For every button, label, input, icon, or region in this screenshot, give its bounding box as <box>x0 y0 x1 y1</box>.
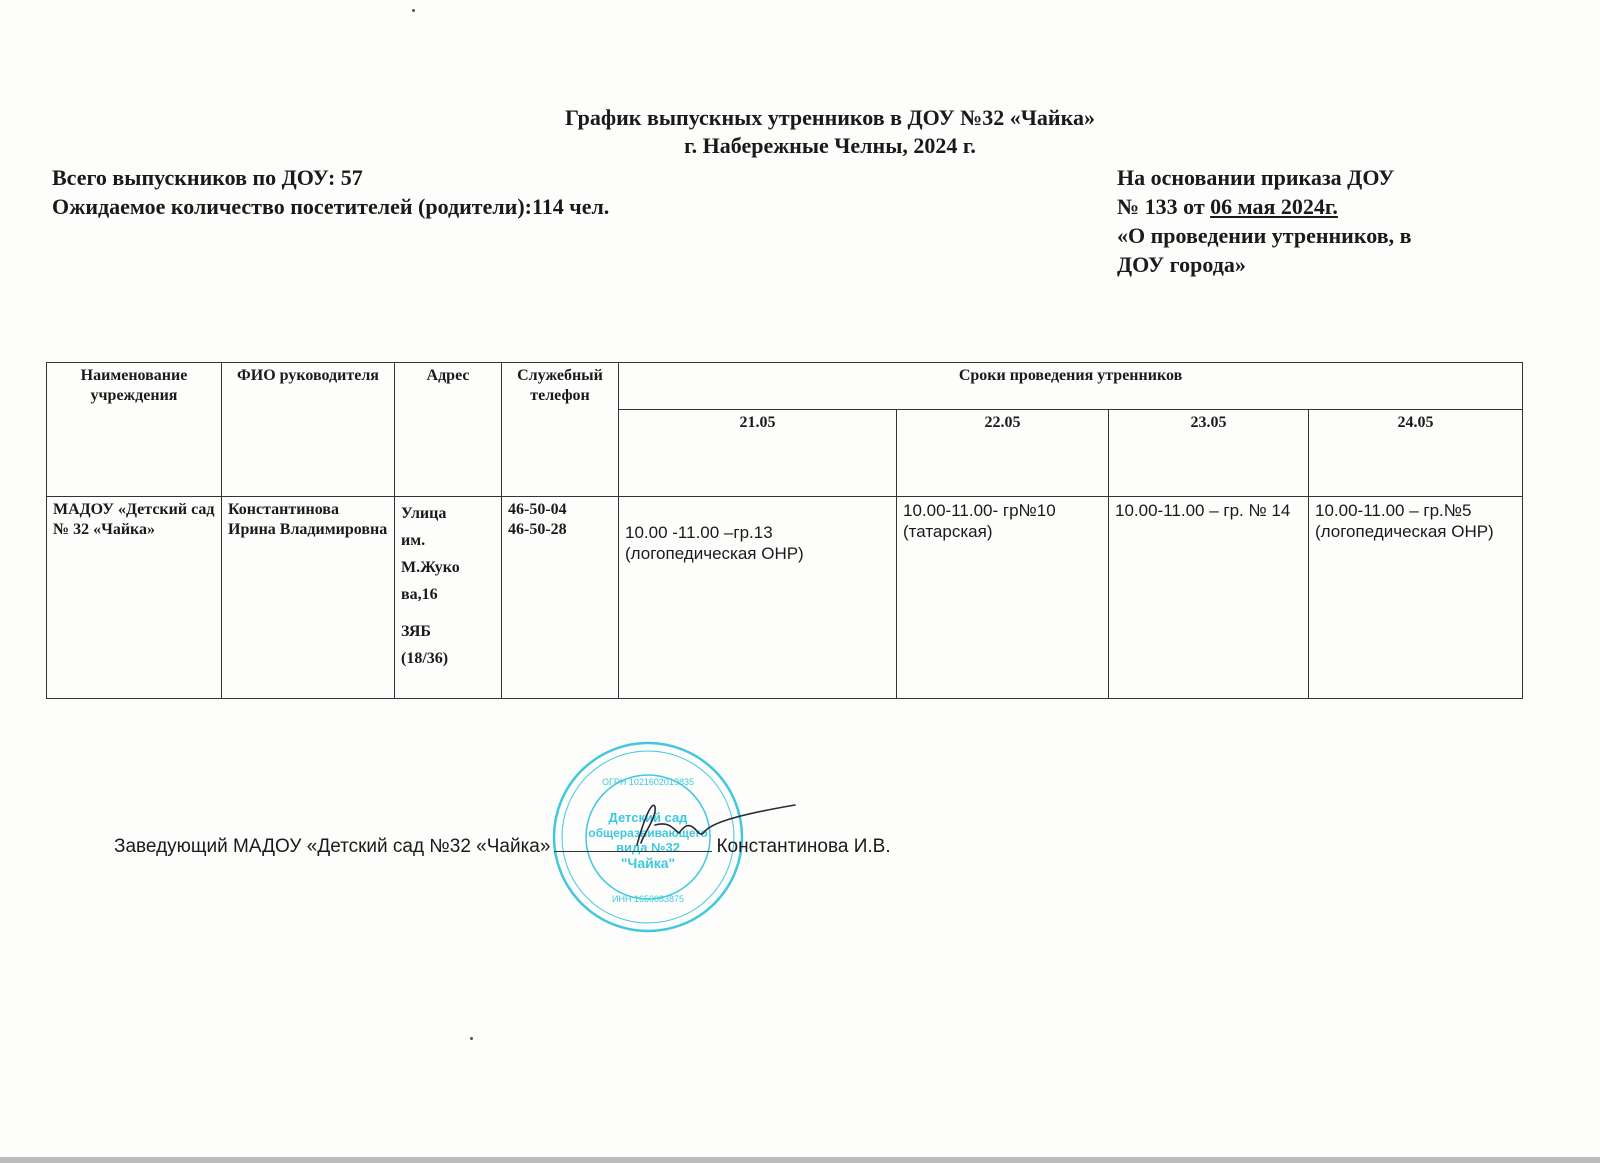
header-date: 21.05 <box>619 410 897 497</box>
header-address: Адрес <box>395 363 502 497</box>
table-row <box>47 497 1523 699</box>
header-date: 22.05 <box>897 410 1109 497</box>
order-date: 06 мая 2024г. <box>1210 194 1338 219</box>
scan-speck <box>412 9 415 12</box>
cell-address <box>395 497 502 699</box>
phone-number: 46-50-04 <box>508 501 567 518</box>
order-reference <box>1117 163 1537 279</box>
phone-number: 46-50-28 <box>508 521 567 538</box>
schedule-entry: 10.00 -11.00 –гр.13 (логопедическая ОНР) <box>625 523 804 563</box>
address-note-line: (18/36) <box>401 650 449 667</box>
summary-block <box>52 163 609 221</box>
stamp-inn: ИНН 1650083875 <box>611 894 685 904</box>
header-institution: Наименование учреждения <box>47 363 222 497</box>
scan-edge <box>0 1157 1600 1163</box>
stamp-text-line: общеразвивающего <box>588 826 708 840</box>
order-number: № 133 от <box>1117 194 1211 219</box>
stamp-text-line: Детский сад <box>608 810 688 825</box>
signature-field <box>554 835 712 852</box>
cell-institution: МАДОУ «Детский сад № 32 «Чайка» <box>47 497 222 699</box>
schedule-entry: 10.00-11.00 – гр. № 14 <box>1115 501 1291 520</box>
header-date: 23.05 <box>1109 410 1309 497</box>
address-note-line: ЗЯБ <box>401 623 431 640</box>
total-graduates: Всего выпускников по ДОУ: 57 <box>52 165 363 190</box>
address-line: М.Жуко <box>401 559 460 576</box>
cell-schedule-2205 <box>897 497 1109 699</box>
expected-visitors: Ожидаемое количество посетителей (родители):114 чел. <box>52 194 610 219</box>
signatory-position: Заведующий МАДОУ «Детский сад №32 «Чайка» <box>114 836 551 857</box>
signature-block <box>114 835 891 858</box>
scan-speck <box>470 1037 473 1040</box>
cell-phone <box>502 497 619 699</box>
stamp-text-line: "Чайка" <box>620 855 676 871</box>
header-row <box>47 363 1523 410</box>
header-director: ФИО руководителя <box>222 363 395 497</box>
order-line-3: «О проведении утренников, в <box>1117 223 1412 248</box>
document-title: График выпускных утренников в ДОУ №32 «Чайка» <box>565 105 1095 130</box>
address-line: ва,16 <box>401 586 438 603</box>
signatory-name: Константинова И.В. <box>716 836 891 857</box>
order-line-4: ДОУ города» <box>1117 252 1246 277</box>
header-date: 24.05 <box>1309 410 1523 497</box>
cell-schedule-2105 <box>619 497 897 699</box>
schedule-table <box>46 362 1523 699</box>
header-phone: Служебный телефон <box>502 363 619 497</box>
cell-schedule-2405 <box>1309 497 1523 699</box>
schedule-entry: 10.00-11.00 – гр.№5 (логопедическая ОНР) <box>1315 501 1494 541</box>
stamp-ogrn: ОГРН 1021602019835 <box>602 777 694 787</box>
schedule-entry: 10.00-11.00- гр№10 (татарская) <box>903 501 1056 541</box>
address-line: Улица <box>401 505 447 522</box>
address-line: им. <box>401 532 426 549</box>
header-dates-group: Сроки проведения утренников <box>619 363 1523 410</box>
order-line-2 <box>1117 192 1537 221</box>
cell-schedule-2305 <box>1109 497 1309 699</box>
cell-director: Константинова Ирина Владимировна <box>222 497 395 699</box>
stamp-text-line: вида №32 <box>615 840 681 855</box>
document-subtitle: г. Набережные Челны, 2024 г. <box>684 133 976 158</box>
order-line-1: На основании приказа ДОУ <box>1117 165 1395 190</box>
